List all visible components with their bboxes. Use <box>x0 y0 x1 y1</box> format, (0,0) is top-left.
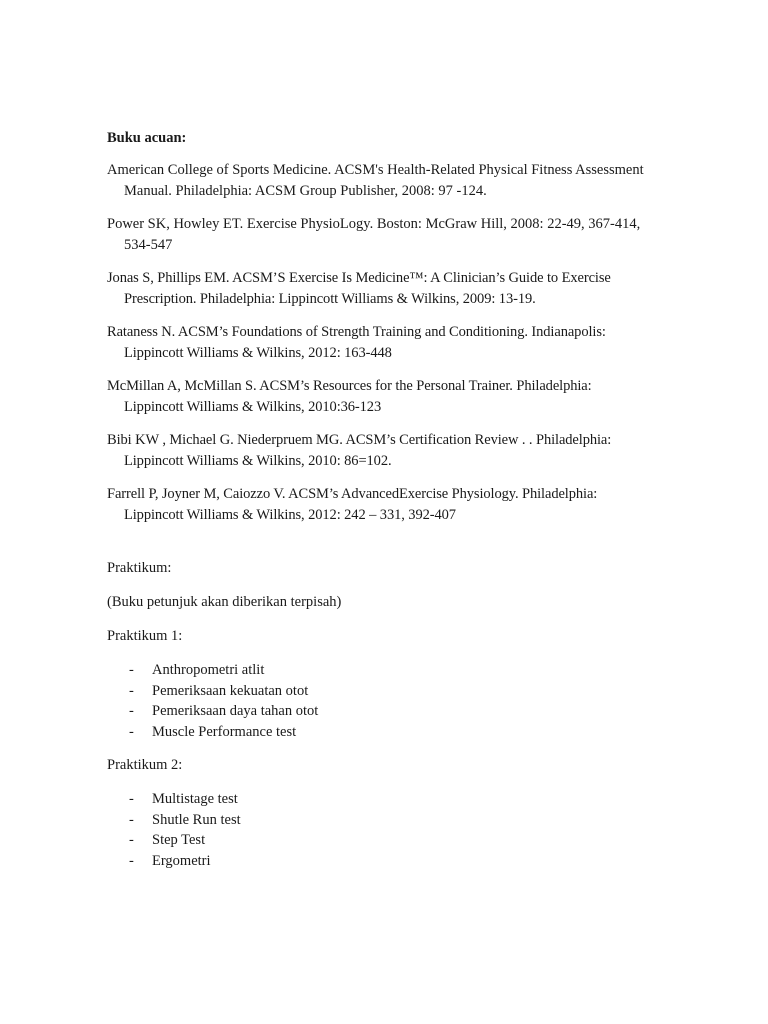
list-item-label: Shutle Run test <box>152 811 241 828</box>
list-dash: - <box>129 811 134 828</box>
list-dash: - <box>129 662 134 678</box>
list-item <box>107 789 652 810</box>
reference-item: Farrell P, Joyner M, Caiozzo V. ACSM’s AdvancedExercise Physiology. Philadelphia: Lippincott Williams & Wilkins, 2012: 242 – 331, 392-407 <box>107 486 598 523</box>
section-gap <box>107 538 652 558</box>
praktikum-2-list <box>107 789 652 871</box>
reference-item: Rataness N. ACSM’s Foundations of Strength Training and Conditioning. Indianapolis: Lippincott Williams & Wilkins, 2012: 163-448 <box>107 324 606 361</box>
reference-item: McMillan A, McMillan S. ACSM’s Resources for the Personal Trainer. Philadelphia: Lippincott Williams & Wilkins, 2010:36-123 <box>107 378 592 415</box>
list-dash: - <box>129 723 134 740</box>
list-item <box>107 810 652 831</box>
list-item-label: Muscle Performance test <box>152 723 297 740</box>
praktikum-1-title: Praktikum 1: <box>107 628 183 644</box>
praktikum-2-title: Praktikum 2: <box>107 757 183 773</box>
list-item <box>107 660 652 681</box>
list-item <box>107 851 652 872</box>
reference-item: Bibi KW , Michael G. Niederpruem MG. ACSM’s Certification Review . . Philadelphia: Lippincott Williams & Wilkins, 2010: 86=102. <box>107 432 612 469</box>
list-item-label: Pemeriksaan kekuatan otot <box>152 682 309 699</box>
list-dash: - <box>129 832 134 848</box>
praktikum-heading: Praktikum: <box>107 560 172 576</box>
reference-heading: Buku acuan: <box>107 130 187 146</box>
list-item-label: Anthropometri atlit <box>152 662 265 678</box>
document-content <box>107 128 652 884</box>
list-item <box>107 722 652 743</box>
list-item-label: Pemeriksaan daya tahan otot <box>152 703 319 719</box>
list-dash: - <box>129 703 134 719</box>
list-dash: - <box>129 791 134 807</box>
reference-item: Jonas S, Phillips EM. ACSM’S Exercise Is Medicine™: A Clinician’s Guide to Exercise Prescription. Philadelphia: Lippincott Williams & Wilkins, 2009: 13-19. <box>107 270 611 307</box>
reference-item: Power SK, Howley ET. Exercise PhysioLogy. Boston: McGraw Hill, 2008: 22-49, 367-414, 534-547 <box>107 216 641 253</box>
list-item-label: Ergometri <box>152 852 211 869</box>
list-dash: - <box>129 852 134 869</box>
praktikum-1-list <box>107 660 652 742</box>
list-item-label: Step Test <box>152 832 206 848</box>
list-item <box>107 701 652 722</box>
list-item-label: Multistage test <box>152 791 238 807</box>
list-item <box>107 681 652 702</box>
list-dash: - <box>129 682 134 699</box>
reference-item: American College of Sports Medicine. ACSM's Health-Related Physical Fitness Assessment Manual. Philadelphia: ACSM Group Publisher, 2008: 97 -124. <box>107 162 644 199</box>
praktikum-note: (Buku petunjuk akan diberikan terpisah) <box>107 594 342 610</box>
list-item <box>107 830 652 851</box>
